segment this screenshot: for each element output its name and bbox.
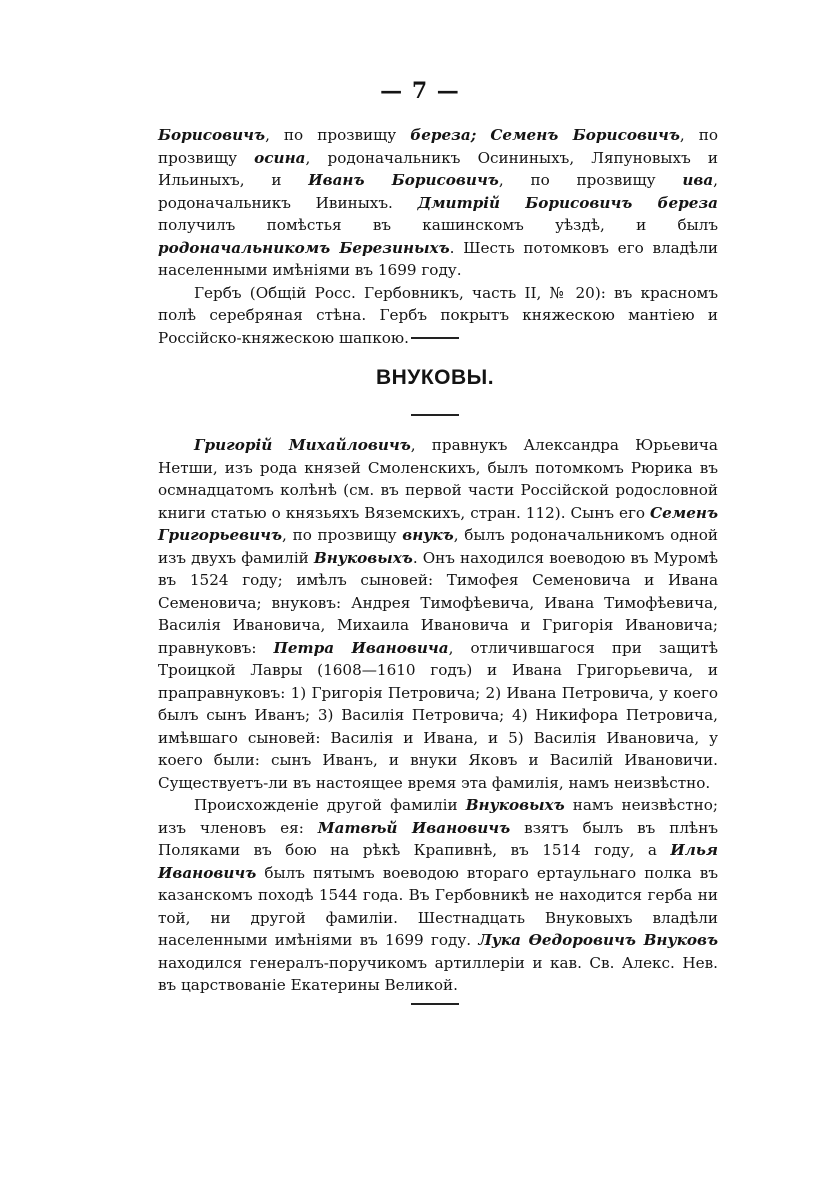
italic-nickname: внукъ	[402, 526, 454, 544]
article-paragraph: Происхожденіе другой фамиліи Внуковыхъ намъ неизвѣстно; изъ членовъ ея: Матвѣй Ивановичъ взятъ былъ въ плѣнъ Поляками въ бою на рѣкѣ Крапивнѣ, въ 1514 году, а Илья Ивановичъ былъ пятымъ воеводою втораго ертаульнаго полка въ казанскомъ походѣ 1544 года. Въ Гербовникѣ не находится герба ни той, ни другой фамиліи. Шестнадцать Внуковыхъ владѣли населенными имѣніями въ 1699 году. Лука Ѳедоровичъ Внуковъ находился генералъ-поручикомъ артиллеріи и кав. Св. Алекс. Нев. въ царствованіе Екатерины Великой.	[158, 796, 718, 994]
italic-family: Внуковыхъ	[465, 796, 565, 814]
divider-rule	[411, 414, 459, 416]
italic-name: Семенъ Борисовичъ	[490, 126, 680, 144]
section-title: ВНУКОВЫ.	[375, 366, 495, 389]
continuation-text	[158, 124, 718, 349]
page-number: — 7 —	[380, 78, 460, 104]
italic-nickname: береза;	[410, 126, 477, 144]
continuation-paragraph: Борисовичъ, по прозвищу береза; Семенъ Борисовичъ, по прозвищу осина, родоначальникъ Осининыхъ, Ляпуновыхъ и Ильиныхъ, и Иванъ Борисовичъ, по прозвищу ива, родоначальникъ Ивиныхъ. Дмитрій Борисовичъ береза получилъ помѣстья въ кашинскомъ уѣздѣ, и былъ родоначальникомъ Березиныхъ. Шесть потомковъ его владѣли населенными имѣніями въ 1699 году.	[158, 126, 719, 279]
italic-nickname: осина	[254, 148, 306, 167]
article-text	[158, 434, 718, 997]
italic-name: Иванъ Борисовичъ	[308, 171, 499, 189]
italic-name: Семенъ Григорьевичъ	[158, 503, 718, 544]
italic-family: Внуковыхъ	[313, 548, 413, 567]
article-paragraph: Григорій Михайловичъ, правнукъ Александра Юрьевича Нетши, изъ рода князей Смоленскихъ, былъ потомкомъ Рюрика въ осмнадцатомъ колѣнѣ (см. въ первой части Россійской родословной книги статью о князьяхъ Вяземскихъ, стран. 112). Сынъ его Семенъ Григорьевичъ, по прозвищу внукъ, былъ родоначальникомъ одной изъ двухъ фамилій Внуковыхъ. Онъ находился воеводою въ Муромѣ въ 1524 году; имѣлъ сыновей: Тимофея Семеновича и Ивана Семеновича; внуковъ: Андрея Тимофѣевича, Ивана Тимофѣевича, Василія Ивановича, Михаила Ивановича и Григорія Ивановича; правнуковъ: Петра Ивановича, отличившагося при защитѣ Троицкой Лавры (1608—1610 годъ) и Ивана Григорьевича, и праправнуковъ: 1) Григорія Петровича; 2) Ивана Петровича, у коего былъ сынъ Иванъ; 3) Василія Петровича; 4) Никифора Петровича, имѣвшаго сыновей: Василія и Ивана, и 5) Василія Ивановича, у коего были: сынъ Иванъ, и внуки Яковъ и Василій Ивановичи. Существуетъ-ли въ настоящее время эта фамилія, намъ неизвѣстно.	[158, 436, 718, 792]
italic-nickname: ива	[682, 171, 714, 189]
italic-name: Лука Ѳедоровичъ Внуковъ	[478, 931, 718, 949]
italic-name: Матвѣй Ивановичъ	[317, 818, 511, 837]
italic-name: Григорій Михайловичъ	[194, 436, 411, 454]
divider-rule	[411, 1003, 459, 1005]
italic-name: Борисовичъ	[158, 126, 266, 144]
italic-family: родоначальникомъ Березиныхъ	[158, 238, 450, 257]
italic-name: Дмитрій Борисовичъ береза	[417, 193, 718, 212]
italic-name: Илья Ивановичъ	[158, 841, 718, 882]
italic-name: Петра Ивановича	[273, 638, 449, 657]
coat-of-arms-paragraph: Гербъ (Общій Росс. Гербовникъ, часть II, № 20): въ красномъ полѣ серебряная стѣна. Гербъ покрытъ княжескою мантіею и Россійско-княжескою шапкою.	[158, 283, 718, 347]
divider-rule	[411, 337, 459, 339]
